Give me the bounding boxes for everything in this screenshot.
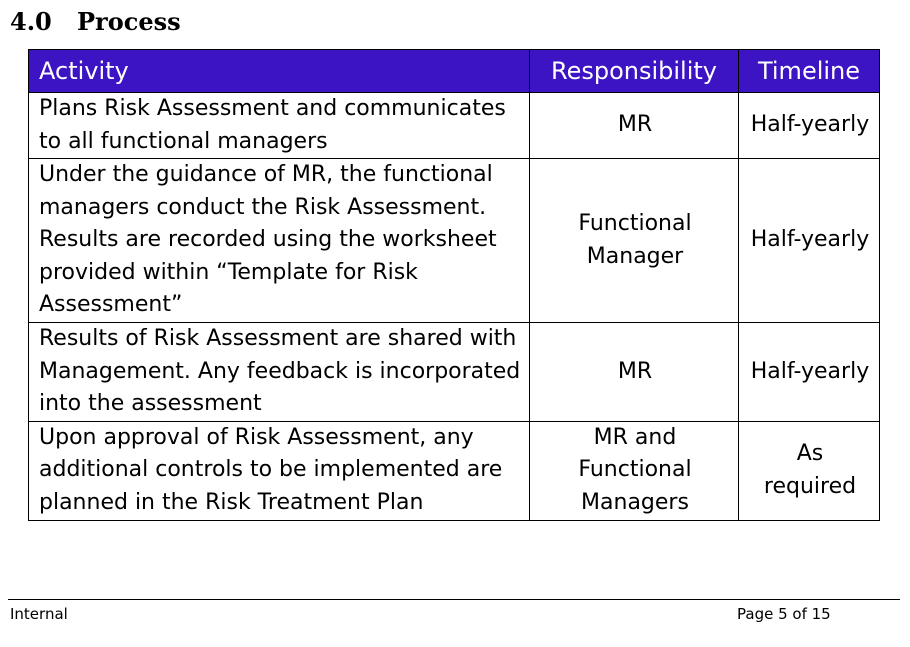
cell-responsibility: MR xyxy=(530,323,739,422)
footer-classification: Internal xyxy=(10,605,68,623)
cell-activity: Plans Risk Assessment and communicates to all functional managers xyxy=(29,93,530,159)
table-row xyxy=(29,93,880,159)
cell-timeline: Half-yearly xyxy=(739,323,880,422)
section-heading xyxy=(10,6,181,38)
column-header-activity: Activity xyxy=(29,50,530,93)
cell-activity: Under the guidance of MR, the functional managers conduct the Risk Assessment. Results are recorded using the worksheet provided within “Template for Risk Assessment” xyxy=(29,159,530,323)
column-header-responsibility: Responsibility xyxy=(530,50,739,93)
process-table xyxy=(28,49,880,521)
footer-page-number: Page 5 of 15 xyxy=(737,605,831,623)
cell-responsibility: MR xyxy=(530,93,739,159)
cell-activity: Results of Risk Assessment are shared with Management. Any feedback is incorporated into the assessment xyxy=(29,323,530,422)
footer-divider xyxy=(8,599,900,600)
cell-timeline: As required xyxy=(739,421,880,520)
table-row xyxy=(29,421,880,520)
column-header-timeline: Timeline xyxy=(739,50,880,93)
section-number: 4.0 xyxy=(10,7,52,36)
cell-activity: Upon approval of Risk Assessment, any additional controls to be implemented are planned in the Risk Treatment Plan xyxy=(29,421,530,520)
cell-responsibility: MR and Functional Managers xyxy=(530,421,739,520)
cell-responsibility: Functional Manager xyxy=(530,159,739,323)
table-row xyxy=(29,159,880,323)
table-header-row xyxy=(29,50,880,93)
section-title: Process xyxy=(77,7,181,36)
cell-timeline: Half-yearly xyxy=(739,159,880,323)
table-row xyxy=(29,323,880,422)
cell-timeline: Half-yearly xyxy=(739,93,880,159)
